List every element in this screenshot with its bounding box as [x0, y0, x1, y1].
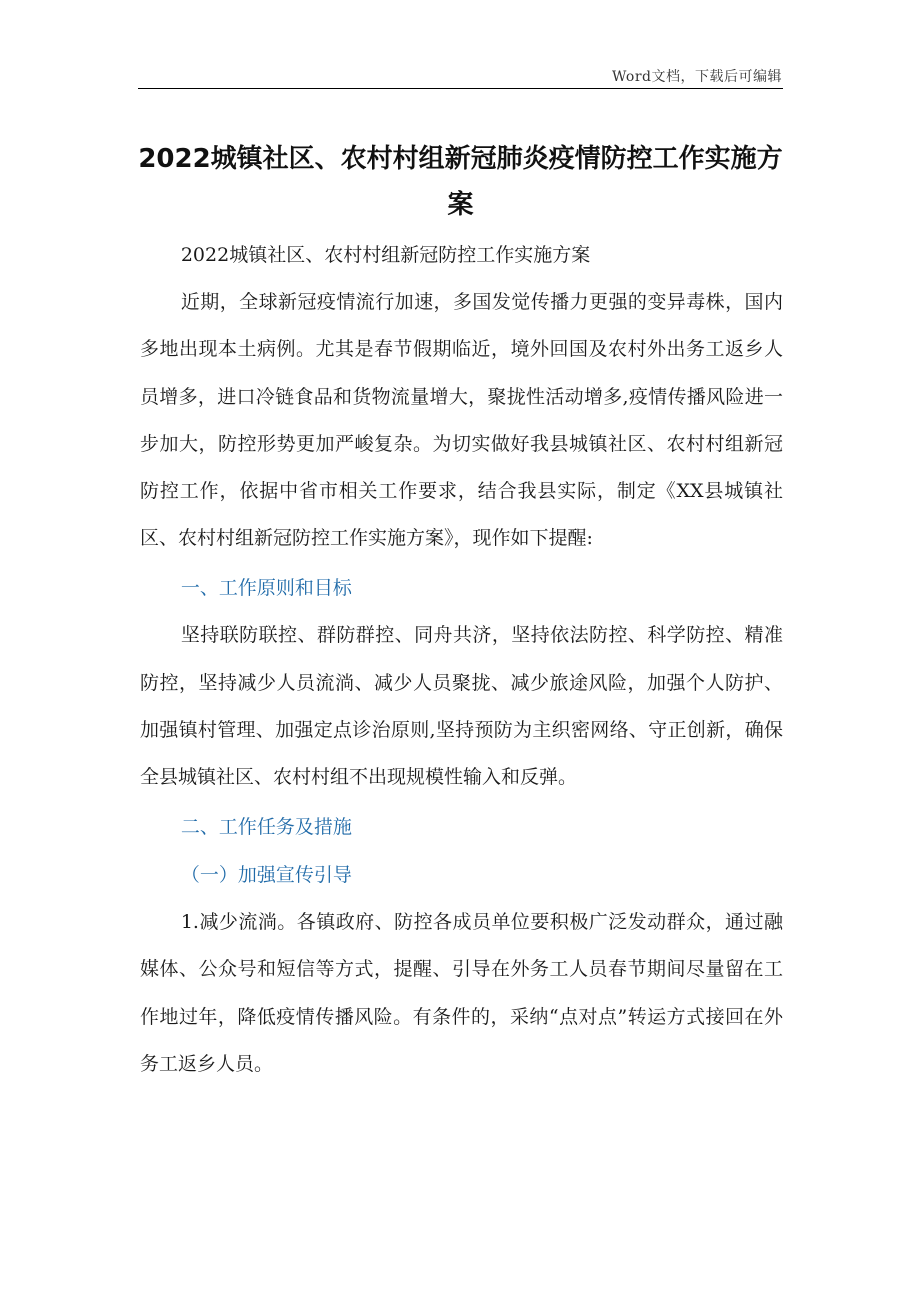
document-body — [140, 232, 783, 1088]
header-note: Word文档，下载后可编辑 — [611, 69, 782, 85]
subsection-heading-publicity: （一）加强宣传引导 — [180, 864, 352, 887]
principles-paragraph: 坚持联防联控、群防群控、同舟共济，坚持依法防控、科学防控、精准防控，坚持减少人员流淌、减少人员聚拢、减少旅途风险，加强个人防护、加强镇村管理、加强定点诊治原则,坚持预防为主织密网络、守正创新，确保全县城镇社区、农村村组不出现规模性输入和反弹。 — [140, 624, 783, 789]
item-reduce-mobility: 1.减少流淌。各镇政府、防控各成员单位要积极广泛发动群众，通过融媒体、公众号和短信等方式，提醒、引导在外务工人员春节期间尽量留在工作地过年，降低疫情传播风险。有条件的，采纳“点对点”转运方式接回在外务工返乡人员。 — [140, 911, 783, 1075]
document-subtitle: 2022城镇社区、农村村组新冠防控工作实施方案 — [180, 244, 591, 266]
section-heading-tasks: 二、工作任务及措施 — [180, 816, 352, 839]
document-title: 2022城镇社区、农村村组新冠肺炎疫情防控工作实施方案 — [138, 144, 783, 220]
section-heading-principles: 一、工作原则和目标 — [180, 577, 352, 600]
header-divider — [138, 88, 783, 89]
intro-paragraph: 近期，全球新冠疫情流行加速，多国发觉传播力更强的变异毒株，国内多地出现本土病例。尤其是春节假期临近，境外回国及农村外出务工返乡人员增多，进口冷链食品和货物流量增大，聚拢性活动增多,疫情传播风险进一步加大，防控形势更加严峻复杂。为切实做好我县城镇社区、农村村组新冠防控工作，依据中省市相关工作要求，结合我县实际，制定《XX县城镇社区、农村村组新冠防控工作实施方案》，现作如下提醒: — [140, 291, 783, 550]
